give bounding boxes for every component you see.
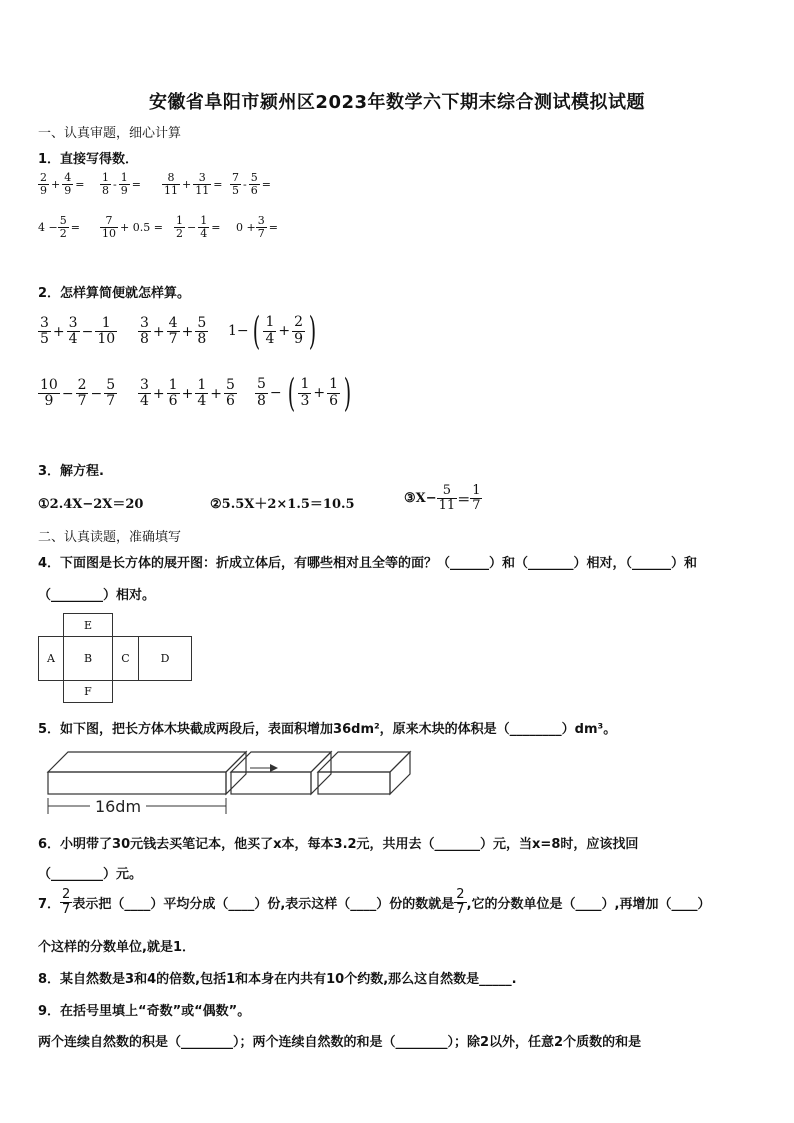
- frac: [193, 172, 211, 197]
- frac: [263, 315, 276, 347]
- num: 7: [100, 215, 118, 228]
- net-face-d: D: [138, 636, 192, 681]
- op: +: [181, 323, 194, 340]
- pre: ③X−: [404, 491, 437, 507]
- section-2-heading: 二、认真读题，准确填写: [38, 530, 182, 545]
- q3-equation-3: [404, 484, 482, 514]
- op: +: [278, 323, 291, 339]
- frac: [104, 378, 117, 410]
- net-face-c: C: [112, 636, 139, 681]
- den: 4: [68, 331, 78, 348]
- net-face-a: A: [38, 636, 64, 681]
- den: 9: [44, 393, 54, 410]
- q4-line-1: 4．下面图是长方体的展开图：折成立体后，有哪些相对且全等的面？（______）和（_______）相对，（______）和: [38, 556, 698, 571]
- q2-expr-4: [38, 378, 117, 410]
- frac: [327, 377, 340, 409]
- q1-e7-frac-a: [174, 215, 185, 240]
- q1-e8-eq: =: [268, 221, 278, 235]
- num: 1: [168, 377, 178, 393]
- frac: [138, 378, 151, 410]
- q7-fraction: [60, 888, 72, 918]
- den: 2: [59, 227, 67, 241]
- frac: [119, 172, 130, 197]
- q7-middle-text: 表示把（____）平均分成（____）份,表示这样（____）份的数就是: [72, 897, 455, 913]
- q7-tail-text: ,它的分数单位是（____）,再增加（____）: [466, 897, 711, 913]
- eq: =: [75, 178, 85, 192]
- net-face-e: E: [63, 613, 113, 637]
- den: 4: [265, 330, 275, 347]
- num: 5: [106, 377, 116, 393]
- den: 11: [438, 498, 456, 514]
- eq: =: [131, 178, 141, 192]
- q7-number: 7．: [38, 897, 61, 913]
- num: 5: [197, 315, 207, 331]
- q1-expr-7: [174, 215, 222, 240]
- frac: [162, 172, 180, 197]
- piece-2-front: [318, 772, 390, 794]
- net-face-b: B: [63, 636, 113, 681]
- den: 8: [140, 331, 149, 348]
- op: +: [51, 178, 61, 192]
- q1-e5-frac: [58, 215, 69, 240]
- q7-line-2: 个这样的分数单位,就是1．: [38, 940, 195, 955]
- num: 1: [197, 377, 207, 393]
- q1-e6-frac: [100, 215, 118, 240]
- frac: [95, 316, 117, 348]
- den: 9: [40, 184, 47, 198]
- frac: [470, 484, 482, 514]
- num: 1: [102, 171, 109, 184]
- q1-expr-3: [162, 172, 224, 197]
- num: 5: [250, 171, 258, 184]
- q1-e7-frac-b: [198, 215, 209, 240]
- den: 7: [168, 331, 178, 348]
- q8-text: 8．某自然数是3和4的倍数,包括1和本身在内共有10个约数,那么这自然数是_____.: [38, 972, 517, 987]
- num: 7: [232, 171, 239, 184]
- q2-expr-5: [138, 378, 237, 410]
- num: 1: [265, 314, 275, 331]
- num: 1: [329, 376, 339, 393]
- frac: [224, 378, 237, 410]
- den: 4: [140, 393, 149, 410]
- num: 1: [200, 214, 208, 227]
- q1-e7-op: −: [187, 221, 197, 235]
- op: +: [181, 385, 194, 402]
- num: 5: [257, 376, 266, 393]
- frac: [167, 316, 180, 348]
- q6-line-1: 6．小明带了30元钱去买笔记本，他买了x本，每本3.2元，共用去（_______）元，当x=8时，应该找回: [38, 837, 639, 852]
- piece-2-side: [390, 752, 410, 794]
- q3-label: 3．解方程.: [38, 464, 104, 479]
- q9-line-2: 两个连续自然数的积是（________）；两个连续自然数的和是（________）；除2以外，任意2个质数的和是: [38, 1035, 642, 1050]
- den: 9: [64, 184, 72, 198]
- op: −: [61, 385, 74, 402]
- frac: [38, 172, 49, 197]
- num: 3: [140, 377, 149, 393]
- eq: =: [261, 178, 271, 192]
- dimension-label: 16dm: [94, 797, 142, 816]
- q1-e8-frac: [256, 215, 267, 240]
- num: 3: [193, 172, 211, 185]
- den: 8: [257, 392, 266, 409]
- q1-expr-2: [100, 172, 143, 197]
- op: +: [52, 323, 65, 340]
- den: 6: [250, 184, 258, 198]
- frac: [255, 377, 268, 409]
- frac: [195, 316, 208, 348]
- section-1-heading: 一、认真审题，细心计算: [38, 126, 182, 141]
- op: +: [210, 385, 222, 402]
- long-block-side: [226, 752, 246, 794]
- eq: =: [213, 178, 223, 192]
- num: 2: [40, 171, 47, 184]
- eq: ＝: [457, 493, 471, 509]
- num: 2: [456, 887, 465, 902]
- op: +: [152, 385, 165, 402]
- den: 4: [200, 227, 208, 241]
- page-title: 安徽省阜阳市颍州区2023年数学六下期末综合测试模拟试题: [148, 92, 646, 113]
- den: 6: [168, 393, 178, 410]
- den: 5: [40, 331, 49, 348]
- frac: [298, 377, 311, 409]
- num: 2: [77, 377, 87, 393]
- right-paren: ): [343, 371, 352, 415]
- num: 4: [168, 315, 178, 331]
- num: 8: [162, 172, 180, 185]
- left-paren: (: [287, 371, 295, 415]
- num: 1: [472, 483, 481, 498]
- frac: [195, 378, 208, 410]
- q1-expr-8: [236, 215, 280, 240]
- arrow-head: [270, 764, 278, 772]
- den: 3: [300, 392, 310, 409]
- den: 7: [106, 393, 116, 410]
- q7-line-1: [38, 888, 710, 918]
- op: −: [81, 323, 94, 340]
- num: 1: [95, 316, 117, 332]
- num: 1: [176, 214, 183, 227]
- den: 7: [77, 393, 87, 410]
- num: 1: [120, 171, 128, 184]
- frac: [38, 378, 60, 410]
- op: +: [313, 385, 326, 401]
- cuboid-cut-figure: [38, 744, 418, 820]
- q7-fraction-2: [454, 888, 466, 918]
- frac: [138, 316, 151, 348]
- den: 11: [164, 184, 178, 198]
- den: 8: [197, 331, 207, 348]
- den: 7: [257, 227, 265, 241]
- q1-expr-4: [230, 172, 273, 197]
- den: 9: [294, 330, 304, 347]
- q1-expr-5: [38, 215, 82, 240]
- pre: 1−: [228, 323, 249, 339]
- num: 5: [225, 377, 235, 393]
- piece-1-front: [231, 772, 311, 794]
- op: +: [182, 178, 192, 192]
- long-block-front: [48, 772, 226, 794]
- num: 1: [300, 376, 310, 393]
- den: 7: [62, 902, 71, 918]
- den: 10: [102, 227, 116, 241]
- den: 6: [329, 392, 339, 409]
- frac: [249, 172, 260, 197]
- right-paren: ): [308, 309, 317, 353]
- frac: [38, 316, 51, 348]
- q5-text: 5．如下图，把长方体木块截成两段后，表面积增加36dm²，原来木块的体积是（________）dm³。: [38, 722, 617, 737]
- op: +: [152, 323, 165, 340]
- den: 9: [120, 184, 128, 198]
- q2-expr-6: [255, 371, 355, 415]
- frac: [76, 378, 89, 410]
- left-paren: (: [252, 309, 260, 353]
- q2-expr-3: [228, 309, 320, 353]
- den: 4: [197, 393, 207, 410]
- den: 8: [102, 184, 109, 198]
- num: 10: [40, 377, 58, 393]
- q2-label: 2．怎样算简便就怎样算。: [38, 286, 191, 301]
- q1-label: 1．直接写得数．: [38, 152, 139, 167]
- num: 2: [294, 314, 304, 331]
- op: -: [243, 178, 247, 192]
- den: 11: [195, 184, 210, 198]
- piece-2-top-face: [318, 752, 410, 772]
- piece-1-side: [311, 752, 331, 794]
- op: -: [113, 178, 117, 192]
- long-block-top: [48, 752, 246, 772]
- q2-expr-1: [38, 316, 117, 348]
- op: −: [90, 385, 103, 402]
- q9-line-1: 9．在括号里填上“奇数”或“偶数”。: [38, 1004, 251, 1019]
- num: 3: [68, 315, 78, 331]
- num: 4: [64, 171, 72, 184]
- den: 2: [176, 227, 183, 241]
- num: 3: [40, 315, 49, 331]
- frac: [437, 484, 458, 514]
- q1-expr-1: [38, 172, 86, 197]
- den: 5: [232, 184, 239, 198]
- op: −: [269, 385, 282, 401]
- num: 5: [437, 484, 458, 499]
- num: 3: [257, 214, 265, 227]
- num: 3: [140, 315, 149, 331]
- q3-equation-1: ①2.4X−2X＝20: [38, 497, 144, 512]
- q1-e5-eq: =: [70, 221, 80, 235]
- q6-line-2: （________）元。: [38, 867, 143, 882]
- frac: [230, 172, 241, 197]
- q1-e6-post: + 0.5 =: [120, 221, 163, 235]
- frac: [167, 378, 180, 410]
- q4-line-2: （________）相对。: [38, 588, 156, 603]
- q1-e8-pre: 0 +: [236, 221, 256, 235]
- frac: [292, 315, 305, 347]
- q1-expr-6: [100, 215, 165, 240]
- num: 5: [59, 214, 67, 227]
- den: 10: [97, 331, 116, 348]
- num: 2: [62, 887, 71, 902]
- den: 7: [456, 902, 465, 918]
- q1-e5-pre: 4 −: [38, 221, 58, 235]
- frac: [67, 316, 80, 348]
- net-face-f: F: [63, 680, 113, 703]
- den: 6: [225, 393, 235, 410]
- q3-equation-2: ②5.5X＋2×1.5＝10.5: [210, 497, 355, 512]
- frac: [100, 172, 111, 197]
- den: 7: [472, 498, 481, 514]
- frac: [62, 172, 73, 197]
- q2-expr-2: [138, 316, 208, 348]
- q1-e7-eq: =: [211, 221, 221, 235]
